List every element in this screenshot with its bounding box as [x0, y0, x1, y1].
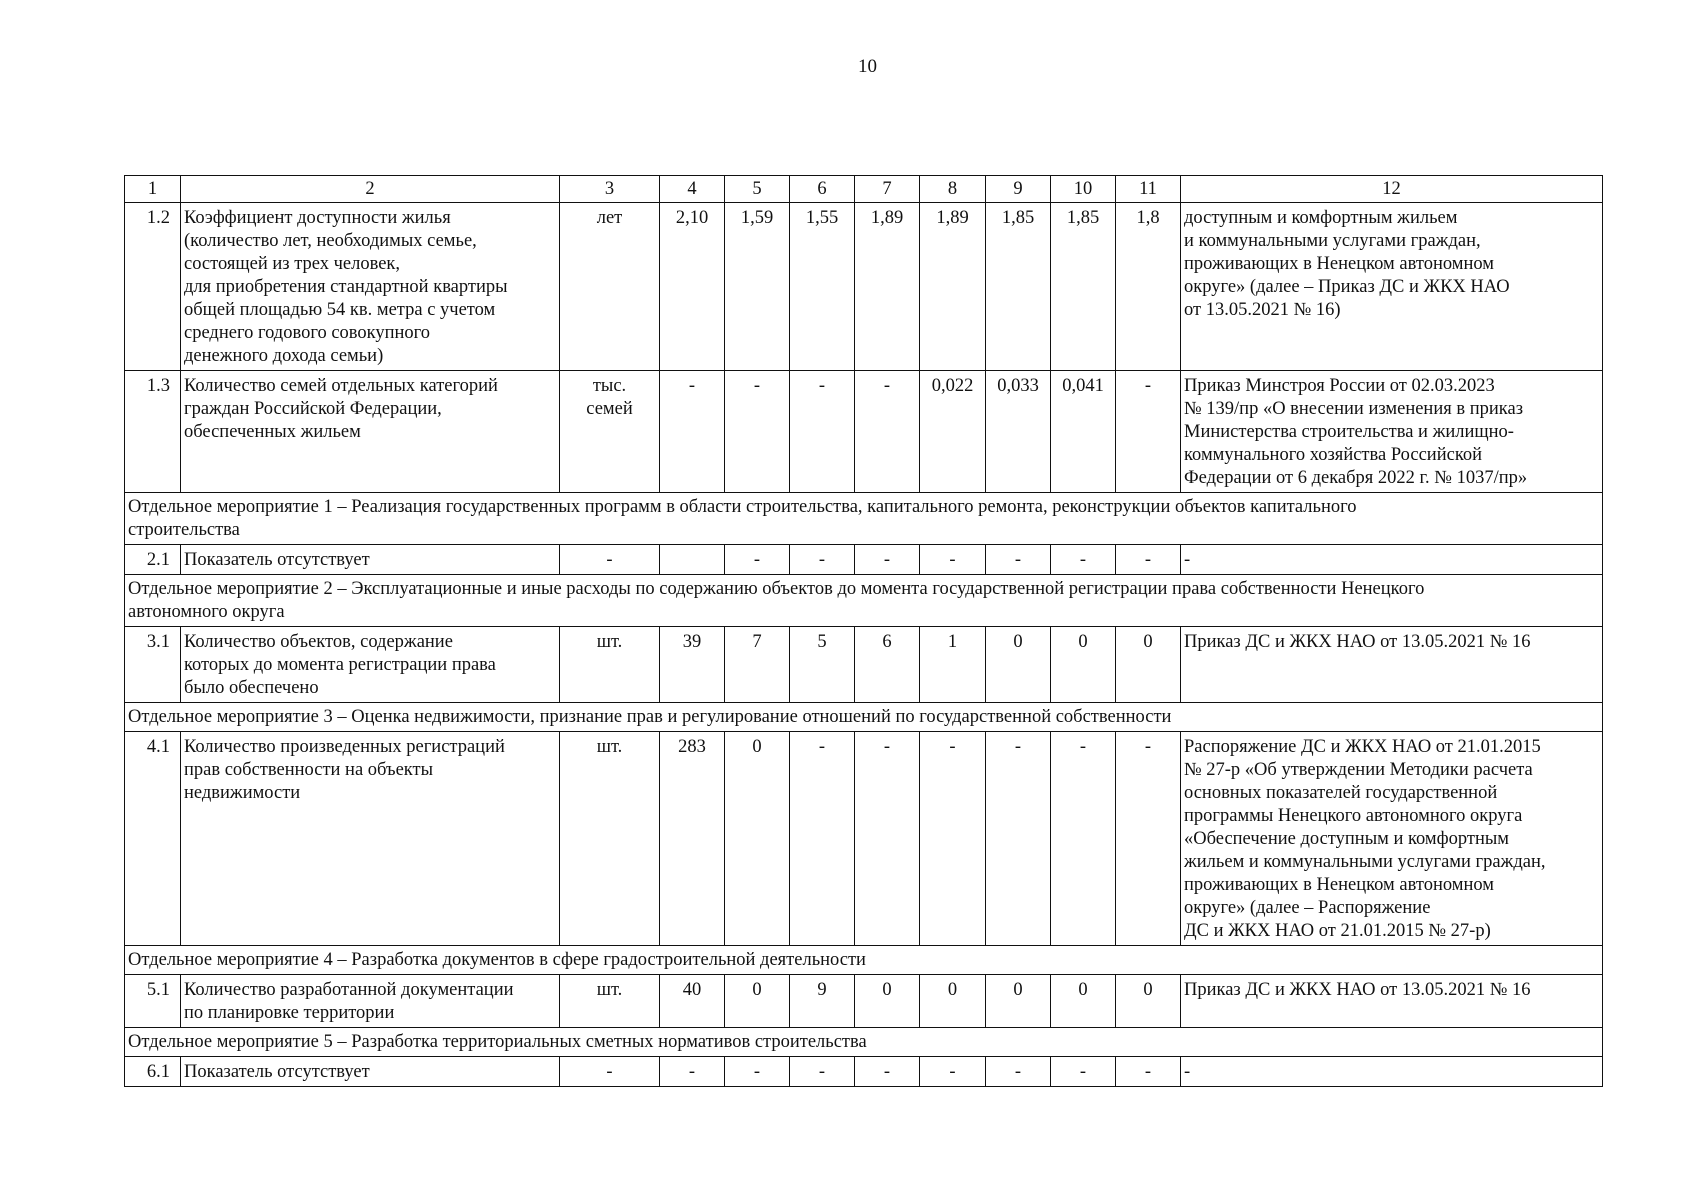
section-row	[125, 493, 1603, 545]
value-cell-col-9: 1,85	[986, 203, 1051, 371]
value-cell-col-8: 0	[920, 975, 986, 1028]
value-cell-col-11: 1,8	[1116, 203, 1181, 371]
value-cell-col-8: -	[920, 545, 986, 575]
value-cell-col-9: -	[986, 545, 1051, 575]
table-row	[125, 627, 1603, 703]
value-cell-col-10: -	[1051, 732, 1116, 946]
indicator-name: Количество разработанной документации по планировке территории	[181, 975, 560, 1028]
section-row	[125, 575, 1603, 627]
value-cell-col-5: -	[725, 1057, 790, 1087]
header-cell-7: 7	[855, 176, 920, 203]
indicators-table	[124, 175, 1603, 1087]
table-row	[125, 975, 1603, 1028]
header-cell-2: 2	[181, 176, 560, 203]
unit-cell: -	[560, 545, 660, 575]
value-cell-col-8: -	[920, 732, 986, 946]
row-number: 2.1	[125, 545, 181, 575]
value-cell-col-10: 1,85	[1051, 203, 1116, 371]
value-cell-col-9: 0	[986, 975, 1051, 1028]
source-cell: -	[1181, 545, 1603, 575]
table-row	[125, 203, 1603, 371]
value-cell-col-4: -	[660, 371, 725, 493]
section-row	[125, 703, 1603, 732]
value-cell-col-10: 0	[1051, 975, 1116, 1028]
value-cell-col-7: -	[855, 371, 920, 493]
row-number: 6.1	[125, 1057, 181, 1087]
section-row	[125, 946, 1603, 975]
row-number: 5.1	[125, 975, 181, 1028]
header-cell-11: 11	[1116, 176, 1181, 203]
value-cell-col-7: -	[855, 545, 920, 575]
value-cell-col-4: 39	[660, 627, 725, 703]
header-cell-4: 4	[660, 176, 725, 203]
unit-cell: шт.	[560, 732, 660, 946]
value-cell-col-7: -	[855, 732, 920, 946]
value-cell-col-8: 0,022	[920, 371, 986, 493]
value-cell-col-7: 1,89	[855, 203, 920, 371]
value-cell-col-4: -	[660, 1057, 725, 1087]
source-cell: доступным и комфортным жильем и коммунальными услугами граждан, проживающих в Ненецком автономном округе» (далее – Приказ ДС и ЖКХ НАО от 13.05.2021 № 16)	[1181, 203, 1603, 371]
table-row	[125, 545, 1603, 575]
value-cell-col-6: -	[790, 545, 855, 575]
header-cell-6: 6	[790, 176, 855, 203]
unit-cell: тыс. семей	[560, 371, 660, 493]
value-cell-col-11: -	[1116, 1057, 1181, 1087]
value-cell-col-6: -	[790, 371, 855, 493]
section-title: Отдельное мероприятие 4 – Разработка документов в сфере градостроительной деятельности	[125, 946, 1603, 975]
header-cell-1: 1	[125, 176, 181, 203]
value-cell-col-8: -	[920, 1057, 986, 1087]
header-cell-12: 12	[1181, 176, 1603, 203]
row-number: 1.2	[125, 203, 181, 371]
value-cell-col-5: 7	[725, 627, 790, 703]
row-number: 4.1	[125, 732, 181, 946]
table-row	[125, 1057, 1603, 1087]
value-cell-col-10: -	[1051, 545, 1116, 575]
value-cell-col-11: -	[1116, 732, 1181, 946]
value-cell-col-8: 1	[920, 627, 986, 703]
source-cell: Приказ ДС и ЖКХ НАО от 13.05.2021 № 16	[1181, 627, 1603, 703]
indicator-name: Количество произведенных регистраций прав собственности на объекты недвижимости	[181, 732, 560, 946]
header-row	[125, 176, 1603, 203]
section-row	[125, 1028, 1603, 1057]
value-cell-col-5: 0	[725, 732, 790, 946]
value-cell-col-5: 0	[725, 975, 790, 1028]
table-row	[125, 371, 1603, 493]
value-cell-col-10: 0	[1051, 627, 1116, 703]
header-cell-10: 10	[1051, 176, 1116, 203]
value-cell-col-10: 0,041	[1051, 371, 1116, 493]
value-cell-col-4: 40	[660, 975, 725, 1028]
value-cell-col-7: 0	[855, 975, 920, 1028]
indicator-name: Показатель отсутствует	[181, 1057, 560, 1087]
value-cell-col-11: 0	[1116, 975, 1181, 1028]
indicator-name: Показатель отсутствует	[181, 545, 560, 575]
table-row	[125, 732, 1603, 946]
value-cell-col-5: -	[725, 371, 790, 493]
unit-cell: шт.	[560, 975, 660, 1028]
value-cell-col-11: -	[1116, 545, 1181, 575]
header-cell-9: 9	[986, 176, 1051, 203]
value-cell-col-9: 0,033	[986, 371, 1051, 493]
indicator-name: Коэффициент доступности жилья (количество лет, необходимых семье, состоящей из трех человек, для приобретения стандартной квартиры общей площадью 54 кв. метра с учетом среднего годового совокупного денежного дохода семьи)	[181, 203, 560, 371]
value-cell-col-5: 1,59	[725, 203, 790, 371]
section-title: Отдельное мероприятие 5 – Разработка территориальных сметных нормативов строительства	[125, 1028, 1603, 1057]
value-cell-col-7: -	[855, 1057, 920, 1087]
section-title: Отдельное мероприятие 2 – Эксплуатационные и иные расходы по содержанию объектов до момента государственной регистрации права собственности Ненецкого автономного округа	[125, 575, 1603, 627]
value-cell-col-6: 1,55	[790, 203, 855, 371]
source-cell: Распоряжение ДС и ЖКХ НАО от 21.01.2015 № 27-р «Об утверждении Методики расчета основных показателей государственной программы Ненецкого автономного округа «Обеспечение доступным и комфортным жильем и коммунальными услугами граждан, проживающих в Ненецком автономном округе» (далее – Распоряжение ДС и ЖКХ НАО от 21.01.2015 № 27-р)	[1181, 732, 1603, 946]
value-cell-col-4	[660, 545, 725, 575]
source-cell: Приказ ДС и ЖКХ НАО от 13.05.2021 № 16	[1181, 975, 1603, 1028]
value-cell-col-6: 9	[790, 975, 855, 1028]
value-cell-col-6: -	[790, 1057, 855, 1087]
value-cell-col-4: 2,10	[660, 203, 725, 371]
row-number: 3.1	[125, 627, 181, 703]
value-cell-col-8: 1,89	[920, 203, 986, 371]
value-cell-col-11: 0	[1116, 627, 1181, 703]
value-cell-col-6: -	[790, 732, 855, 946]
indicator-name: Количество семей отдельных категорий граждан Российской Федерации, обеспеченных жильем	[181, 371, 560, 493]
unit-cell: лет	[560, 203, 660, 371]
row-number: 1.3	[125, 371, 181, 493]
value-cell-col-9: -	[986, 732, 1051, 946]
table-body	[125, 176, 1603, 1087]
header-cell-3: 3	[560, 176, 660, 203]
unit-cell: -	[560, 1057, 660, 1087]
source-cell: -	[1181, 1057, 1603, 1087]
value-cell-col-10: -	[1051, 1057, 1116, 1087]
unit-cell: шт.	[560, 627, 660, 703]
source-cell: Приказ Минстроя России от 02.03.2023 № 139/пр «О внесении изменения в приказ Министерства строительства и жилищно- коммунального хозяйства Российской Федерации от 6 декабря 2022 г. № 1037/пр»	[1181, 371, 1603, 493]
value-cell-col-5: -	[725, 545, 790, 575]
section-title: Отдельное мероприятие 1 – Реализация государственных программ в области строительства, капитального ремонта, реконструкции объектов капитального строительства	[125, 493, 1603, 545]
value-cell-col-4: 283	[660, 732, 725, 946]
value-cell-col-6: 5	[790, 627, 855, 703]
header-cell-8: 8	[920, 176, 986, 203]
indicator-name: Количество объектов, содержание которых до момента регистрации права было обеспечено	[181, 627, 560, 703]
value-cell-col-7: 6	[855, 627, 920, 703]
value-cell-col-9: -	[986, 1057, 1051, 1087]
header-cell-5: 5	[725, 176, 790, 203]
value-cell-col-9: 0	[986, 627, 1051, 703]
section-title: Отдельное мероприятие 3 – Оценка недвижимости, признание прав и регулирование отношений по государственной собственности	[125, 703, 1603, 732]
value-cell-col-11: -	[1116, 371, 1181, 493]
page-number: 10	[858, 56, 877, 77]
